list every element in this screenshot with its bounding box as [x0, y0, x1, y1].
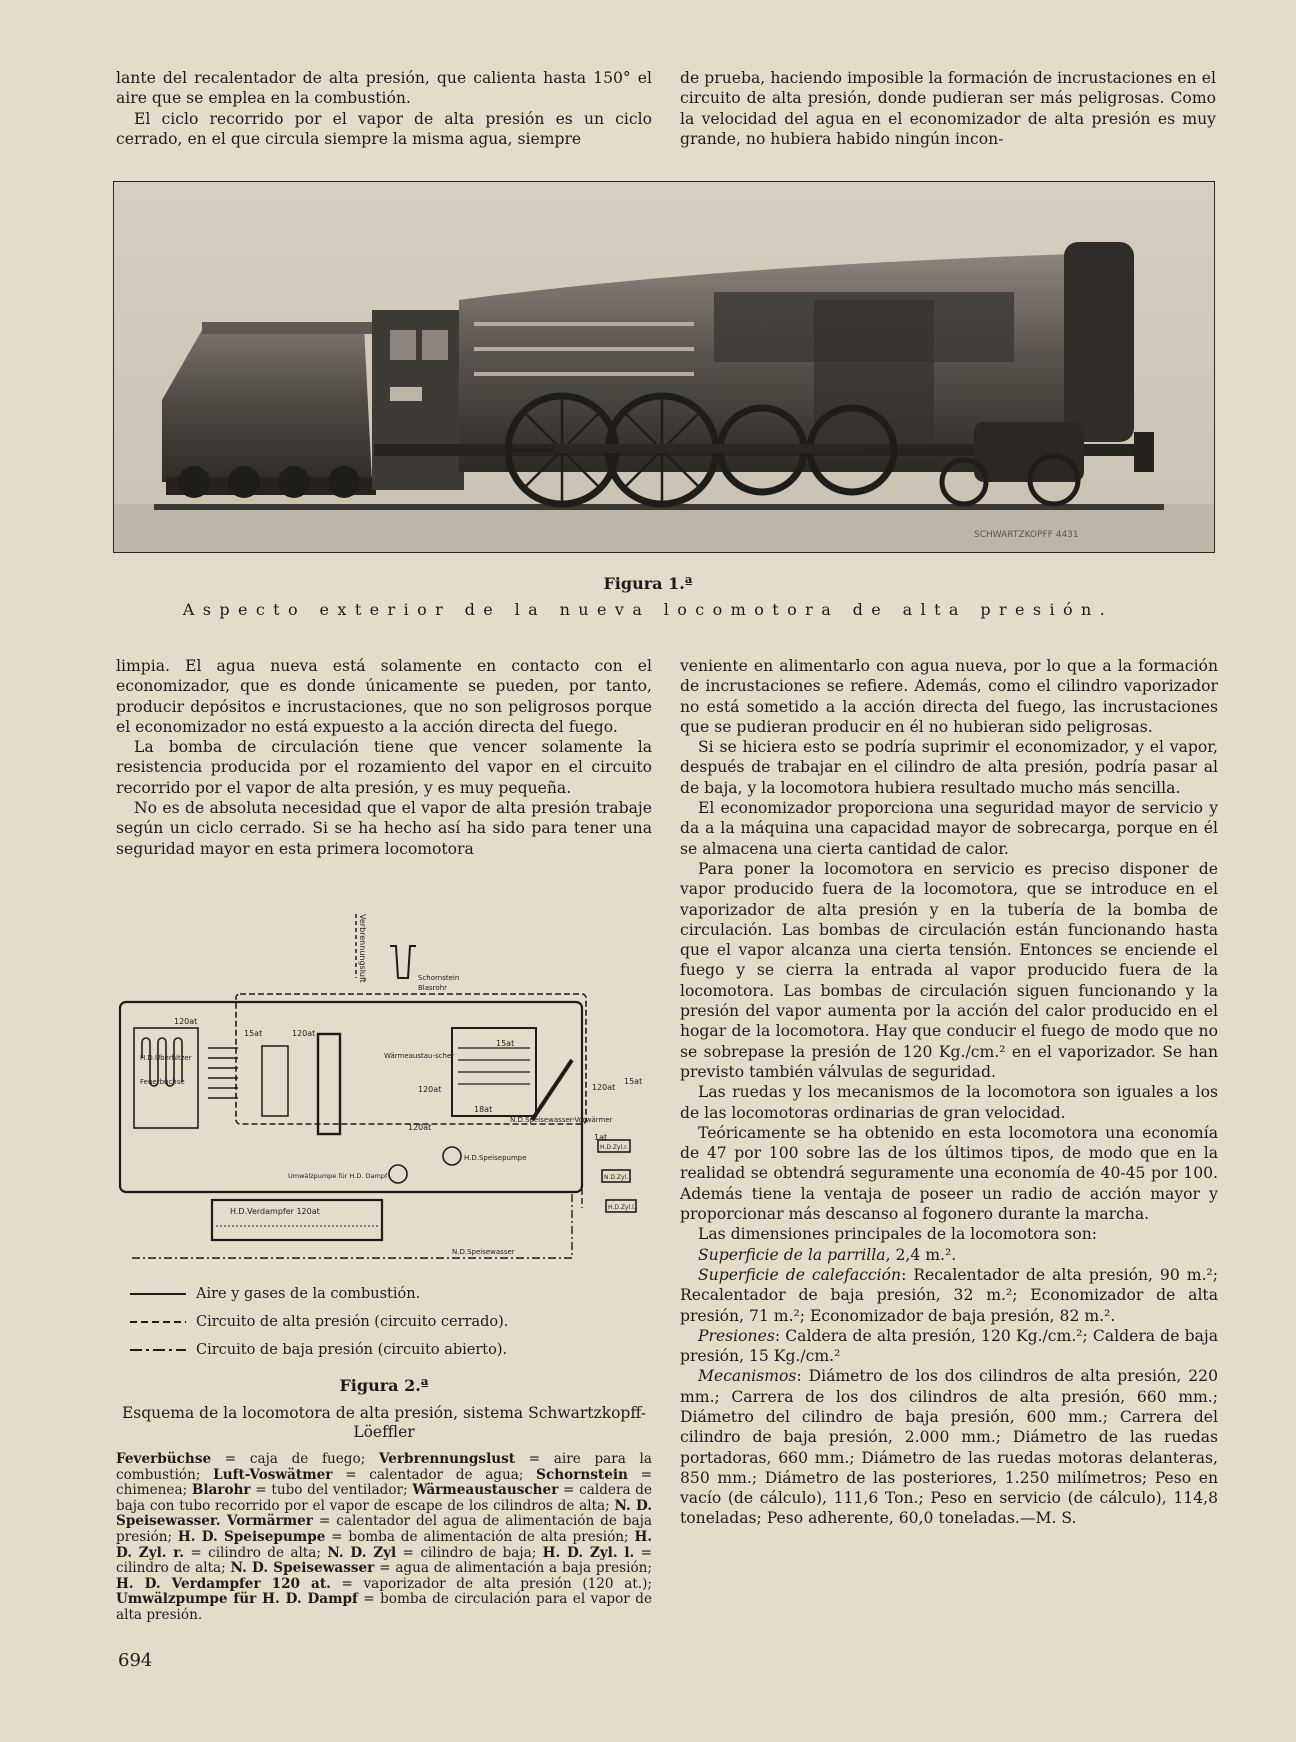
page-number: 694	[118, 1650, 153, 1671]
label-nd-zyl: N.D.Zyl.	[604, 1174, 629, 1181]
label-18at: 18at	[474, 1105, 493, 1114]
paragraph: lante del recalentador de alta presión, que calienta hasta 150° el aire que se emplea en la combustión.	[116, 69, 652, 108]
schematic-diagram	[112, 908, 652, 1268]
right-main-column	[680, 656, 1218, 1529]
paragraph	[680, 1245, 1218, 1265]
paragraph-text: : Recalentador de alta presión, 90 m.²; Recalentador de baja presión, 32 m.²; Economizador de alta presión, 71 m.²; Economizador de baja presión, 82 m.².	[680, 1265, 1218, 1325]
glossary-definition: agua de alimentación a baja presión	[395, 1560, 648, 1577]
glossary-term: Blarohr	[191, 1482, 251, 1499]
solid-line-key	[130, 1291, 186, 1297]
label-nd-speisewasser: N.D.Speisewasser	[452, 1248, 515, 1256]
paragraph-text: : Caldera de alta presión, 120 Kg./cm.²; Caldera de baja presión, 15 Kg./cm.²	[680, 1326, 1218, 1366]
paragraph	[680, 656, 1218, 737]
figure-1-caption: Aspecto exterior de la nueva locomotora de alta presión.	[182, 600, 1114, 619]
glossary-term: H. D. Zyl. r.	[116, 1528, 653, 1561]
glossary-term: H. D. Speisepumpe	[177, 1528, 326, 1545]
top-right-column	[680, 68, 1216, 149]
label-15at: 15at	[244, 1029, 263, 1038]
legend-item	[130, 1342, 507, 1358]
legend-label: Circuito de alta presión (circuito cerrado).	[196, 1314, 509, 1330]
label-verbrennungsluft: Verbrennungsluft	[358, 914, 367, 983]
figure-1-title: Figura 1.ª	[603, 574, 693, 593]
glossary-definition: calentador del agua de alimentación de baja presión	[116, 1513, 652, 1545]
glossary-term: Feverbüchse	[116, 1451, 212, 1467]
label-120at: 120at	[418, 1085, 442, 1094]
label-feuerbuechse: Feuerbüchse	[140, 1078, 185, 1086]
glossary-term: Umwälzpumpe für H. D. Dampf	[116, 1591, 358, 1608]
paragraph: No es de absoluta necesidad que el vapor de alta presión trabaje según un ciclo cerrado. Si se ha hecho así ha sido para tener una seguridad mayor en esta primera locomotora	[116, 799, 652, 858]
dimension-label: Mecanismos	[698, 1367, 797, 1386]
top-left-column	[116, 68, 652, 149]
paragraph	[680, 1082, 1218, 1123]
middle-left-column	[116, 656, 652, 859]
glossary-definition: caja de fuego	[249, 1451, 361, 1467]
glossary-term: N. D. Speisewasser	[230, 1560, 375, 1577]
paragraph	[680, 1265, 1218, 1326]
dimension-label: Presiones	[698, 1326, 775, 1345]
glossary-term: Schornstein	[536, 1466, 628, 1483]
label-speisewasser-vorwaermer: N.D.Speisewasser-Vorwärmer	[510, 1116, 613, 1124]
glossary-term: N. D. Zyl	[327, 1544, 397, 1561]
dash-dot-line-key	[130, 1347, 186, 1353]
label-120at: 120at	[174, 1017, 198, 1026]
paragraph-text: Las ruedas y los mecanismos de la locomotora son iguales a los de las locomotoras ordinarias de gran velocidad.	[680, 1083, 1218, 1122]
label-speisepumpe: H.D.Speisepumpe	[464, 1154, 527, 1162]
label-blasrohr: Blasrohr	[418, 984, 448, 992]
figure-2-subtitle: Esquema de la locomotora de alta presión, sistema Schwartzkopff-Löeffler	[121, 1404, 647, 1441]
glossary-definition: caldera de baja con tubo recorrido por el vapor de escape de los cilindros de alta	[116, 1482, 652, 1514]
label-verdampfer: H.D.Verdampfer 120at	[230, 1207, 320, 1216]
glossary-definition: cilindro de baja	[420, 1544, 532, 1561]
dimension-label: Superficie de la parrilla	[698, 1245, 886, 1264]
glossary-definition: chimenea	[116, 1482, 183, 1499]
paragraph	[680, 1326, 1218, 1367]
locomotive-photo	[113, 181, 1215, 553]
label-120at: 120at	[292, 1029, 316, 1038]
figure-2-title: Figura 2.ª	[339, 1376, 429, 1395]
paragraph: limpia. El agua nueva está solamente en contacto con el economizador, que es donde únicamente se pueden, por tanto, producir depósitos e incrustaciones, que no son peligrosos porque el economizador no está expuesto a la acción directa del fuego.	[116, 657, 652, 736]
glossary-term: H. D. Zyl. l.	[542, 1544, 635, 1561]
glossary-term: Verbrennungslust	[378, 1451, 516, 1467]
paragraph	[680, 1123, 1218, 1224]
label-1at: 1at	[594, 1133, 608, 1142]
legend-item	[130, 1286, 420, 1302]
paragraph-text: , 2,4 m.².	[885, 1245, 957, 1264]
dimension-label: Superficie de calefacción	[698, 1265, 902, 1284]
schematic-svg	[112, 908, 652, 1268]
glossary-definition: cilindro de alta	[208, 1544, 317, 1561]
paragraph-text: Si se hiciera esto se podría suprimir el economizador, y el vapor, después de trabajar en el cilindro de alta presión, podría pasar al de baja, y la locomotora hubiera resultado mucho más sencilla.	[680, 738, 1218, 797]
glossary-term: H. D. Verdampfer 120 at.	[116, 1575, 331, 1592]
paragraph-text: Las dimensiones principales de la locomotora son:	[698, 1225, 1098, 1244]
paragraph: El ciclo recorrido por el vapor de alta presión es un ciclo cerrado, en el que circula siempre la misma agua, siempre	[116, 109, 652, 148]
glossary-definition: tubo del ventilador	[271, 1482, 404, 1499]
label-15at: 15at	[496, 1039, 515, 1048]
glossary-definition: calentador de agua	[369, 1466, 519, 1483]
legend-label: Circuito de baja presión (circuito abierto).	[196, 1342, 508, 1358]
paragraph	[680, 859, 1218, 1082]
glossary-definition: cilindro de alta	[116, 1560, 222, 1577]
label-hd-zyl-r: H.D.Zyl.r.	[600, 1144, 628, 1151]
paragraph	[680, 798, 1218, 859]
paragraph: La bomba de circulación tiene que vencer solamente la resistencia producida por el rozamiento del vapor en el circuito recorrido por el vapor de alta presión, y es muy pequeña.	[116, 738, 652, 797]
glossary-definition: vaporizador de alta presión (120 at.)	[363, 1575, 648, 1592]
paragraph: de prueba, haciendo imposible la formación de incrustaciones en el circuito de alta presión, donde pudieran ser más peligrosas. Como la velocidad del agua en el economizador de alta presión es muy grande, no hubiera habido ningún incon-	[680, 69, 1216, 148]
label-schornstein: Schornstein	[418, 974, 460, 982]
label-waermeaustauscher: Wärmeaustau-scher	[384, 1052, 455, 1060]
paragraph-text: : Diámetro de los dos cilindros de alta presión, 220 mm.; Carrera de los dos cilindros de alta presión, 660 mm.; Diámetro del cilindro de baja presión, 600 mm.; Carrera del cilindro de baja presión, 2.000 mm.; Diámetro de las ruedas portadoras, 660 mm.; Diámetro de las ruedas motoras delanteras, 850 mm.; Diámetro de las posteriores, 1.250 milímetros; Peso en vacío (de cálculo), 111,6 Ton.; Peso en servicio (de cálculo), 114,8 toneladas; Peso adherente, 60,0 toneladas.—M. S.	[680, 1367, 1218, 1528]
glossary-term: Luft-Voswätmer	[213, 1466, 333, 1483]
glossary-definition: bomba de circulación para el vapor de alta presión.	[116, 1591, 652, 1623]
legend-item	[130, 1314, 508, 1330]
legend-label: Aire y gases de la combustión.	[196, 1286, 421, 1302]
paragraph-text: Para poner la locomotora en servicio es preciso disponer de vapor producido fuera de la locomotora, que se introduce en el vaporizador de alta presión y en la tubería de la bomba de circulación. Las bombas de circulación están funcionando hasta que el vapor alcanza una cierta tensión. Entonces se enciende el fuego y se cierra la entrada al vapor producido fuera de la locomotora. Las bombas de circulación siguen funcionando y la presión del vapor aumenta por la acción del calor producido en el hogar de la locomotora. Hay que conducir el fuego de modo que no se sobrepase la presión de 120 Kg./cm.² en el vaporizador. Se han previsto también válvulas de seguridad.	[680, 859, 1218, 1081]
glossary-definition: bomba de alimentación de alta presión	[348, 1528, 625, 1545]
paragraph	[680, 737, 1218, 798]
label-hd-zyl-l: H.D.Zyl.l.	[608, 1204, 636, 1211]
paragraph-text: veniente en alimentarlo con agua nueva, por lo que a la formación de incrustaciones se refiere. Además, como el cilindro vaporizador no está sometido a la acción directa del fuego, las incrustaciones que se pudieran producir en él no hubieran sido peligrosas.	[680, 657, 1218, 736]
glossary-definition: aire para la combustión	[116, 1451, 652, 1483]
label-ueberhitzer: H.D.Überhitzer	[140, 1054, 192, 1062]
glossary-term: Wärmeaustauscher	[412, 1482, 559, 1499]
paragraph-text: Teóricamente se ha obtenido en esta locomotora una economía de 47 por 100 sobre las de los últimos tipos, de modo que en la realidad se obtendrá seguramente una economía de 40-45 por 100. Además tiene la ventaja de poseer un radio de acción mayor y proporcionar más descanso al fogonero durante la marcha.	[680, 1123, 1218, 1224]
label-120at: 120at	[592, 1083, 616, 1092]
glossary-term: N. D. Speisewasser. Vormärmer	[116, 1497, 652, 1530]
paragraph	[680, 1224, 1218, 1244]
photo-credit: SCHWARTZKOPFF 4431	[974, 530, 1079, 540]
figure-2-glossary: Feverbüchse = caja de fuego; Verbrennungslust = aire para la combustión; Luft-Voswätmer = calentador de agua; Schornstein = chimenea; Blarohr = tubo del ventilador; Wärmeaustauscher = caldera de baja con tubo recorrido por el vapor de escape de los cilindros de alta; N. D. Speisewasser. Vormärmer = calentador del agua de alimentación de baja presión; H. D. Speisepumpe = bomba de alimentación de alta presión; H. D. Zyl. r. = cilindro de alta; N. D. Zyl = cilindro de baja; H. D. Zyl. l. = cilindro de alta; N. D. Speisewasser = agua de alimentación a baja presión; H. D. Verdampfer 120 at. = vaporizador de alta presión (120 at.); Umwälzpumpe für H. D. Dampf = bomba de circulación para el vapor de alta presión.	[116, 1451, 653, 1623]
label-15at: 15at	[624, 1077, 643, 1086]
paragraph	[680, 1366, 1218, 1528]
locomotive-illustration	[114, 182, 1214, 552]
label-umwaelzpumpe: Umwälzpumpe für H.D. Dampf	[288, 1172, 388, 1180]
dashed-line-key	[130, 1319, 186, 1325]
label-120at: 120at	[408, 1123, 432, 1132]
paragraph-text: El economizador proporciona una seguridad mayor de servicio y da a la máquina una capacidad mayor de sobrecarga, porque en él se almacena una cierta cantidad de calor.	[680, 799, 1218, 858]
